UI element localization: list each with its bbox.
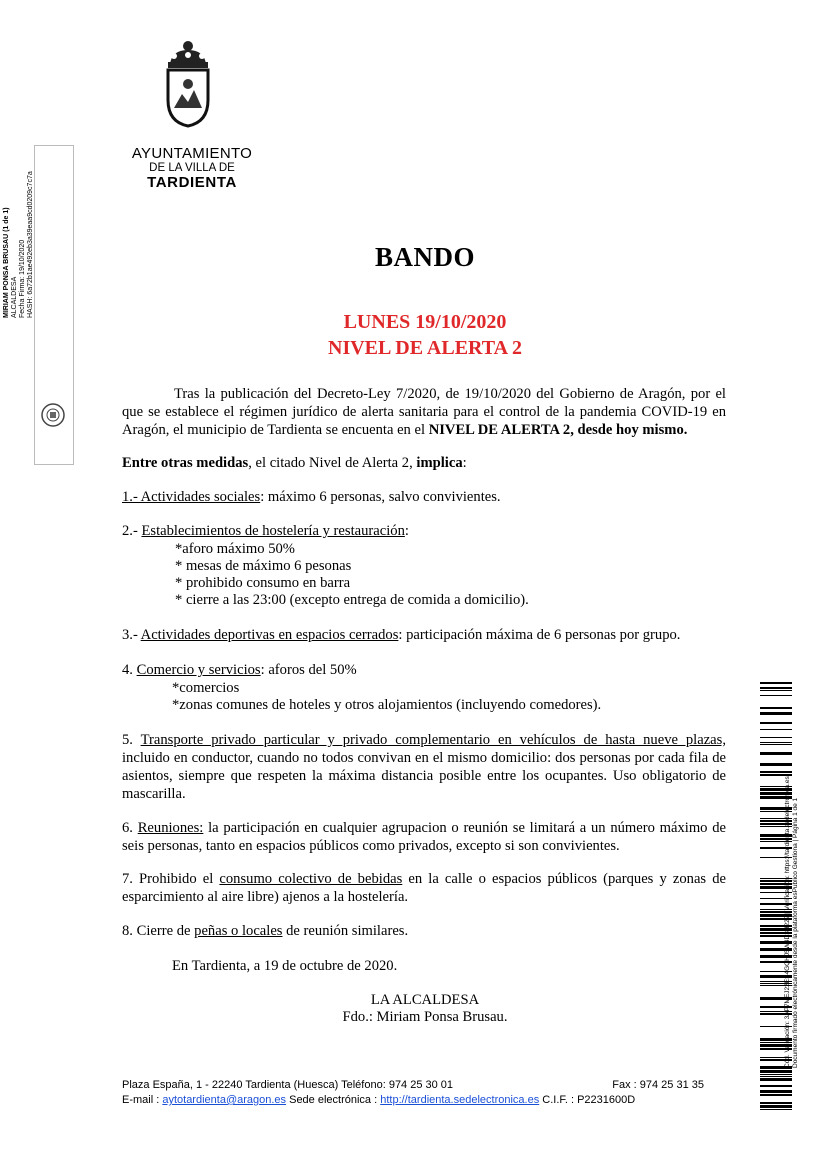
measure-5-label: Transporte privado particular y privado complementario en vehículos de hasta nueve plazas,: [140, 732, 726, 748]
measure-8-prefix: 8. Cierre de: [122, 923, 195, 939]
footer-sede-label: Sede electrónica :: [286, 1094, 381, 1106]
place-date: En Tardienta, a 19 de octubre de 2020.: [172, 958, 398, 974]
measure-5-number: 5.: [122, 732, 141, 748]
measure-7-label: consumo colectivo de bebidas: [219, 871, 403, 887]
footer: [122, 1078, 712, 1108]
measure-item-7: [122, 870, 726, 906]
validation-line-1: Cód. Validación: 3AP7MEJ22ES4GQHJ5W4D3H222 | Verificación: https://tardienta.sedelectronica.es/: [784, 774, 791, 1068]
footer-email-link[interactable]: aytotardienta@aragon.es: [162, 1094, 287, 1106]
signature-stamp-text: [3, 18, 35, 318]
measure-7-prefix: 7. Prohibido el: [122, 871, 220, 887]
measure-item-1: [122, 488, 726, 506]
measure-item-6: [122, 819, 726, 855]
alert-heading: NIVEL DE ALERTA 2: [328, 337, 522, 359]
measure-2-number: 2.-: [122, 523, 142, 539]
signature-role: ALCALDESA: [11, 276, 18, 318]
validation-line-2: Documento firmado electrónicamente desde la plataforma esPublico Gestiona | Página 1 de 1: [792, 797, 799, 1068]
measure-8-label: peñas o locales: [194, 923, 283, 939]
intro-text: Tras la publicación del Decreto-Ley 7/2020, de 19/10/2020 del Gobierno de Aragón, por el que se establece el régimen jurídico de alerta sanitaria para el control de la pandemia COVID-19 en Aragón, el municipio de Tardienta se encuenta en el: [122, 386, 726, 438]
measures-intro: [122, 454, 726, 472]
signature-role-closing: LA ALCALDESA: [370, 992, 480, 1008]
footer-cif: C.I.F. : P2231600D: [539, 1094, 636, 1106]
validation-text: [784, 768, 800, 1068]
measure-4-text: : aforos del 50%: [260, 662, 357, 678]
measures-bold-2: implica: [416, 455, 463, 471]
measure-2-sub-4: * cierre a las 23:00 (excepto entrega de comida a domicilio).: [175, 592, 529, 608]
footer-fax: Fax : 974 25 31 35: [612, 1079, 704, 1091]
measure-3-label: Actividades deportivas en espacios cerrados: [140, 627, 399, 643]
measure-5-text: incluido en conductor, cuando no todos convivan en el mismo domicilio: dos personas por cada fila de asientos, siempre que respeten la máxima distancia posible entre los ocupantes. Uso obligatorio de mascarilla.: [122, 750, 726, 802]
measures-bold-1: Entre otras medidas: [122, 455, 249, 471]
measure-4-sub-2: *zonas comunes de hoteles y otros alojamientos (incluyendo comedores).: [172, 697, 602, 713]
measure-6-number: 6.: [122, 820, 138, 836]
measure-2-sub-1: *aforo máximo 50%: [175, 541, 295, 557]
measure-2-sub-3: * prohibido consumo en barra: [175, 575, 351, 591]
measure-1-label: 1.- Actividades sociales: [122, 489, 261, 505]
intro-paragraph: [122, 385, 726, 439]
footer-address: Plaza España, 1 - 22240 Tardienta (Huesca) Teléfono: 974 25 30 01: [122, 1079, 454, 1091]
date-heading: LUNES 19/10/2020: [343, 311, 507, 333]
signature-signer: MIRIAM PONSA BRUSAU (1 de 1): [3, 207, 10, 318]
org-name-line1: AYUNTAMIENTO: [131, 145, 253, 162]
organization-header: [122, 145, 262, 191]
measure-6-label: Reuniones:: [137, 820, 204, 836]
measure-6-text: la participación en cualquier agrupacion o reunión se limitará a un número máximo de seis personas, tanto en espacios públicos como privados, excepto si son convivientes.: [122, 820, 726, 854]
measure-4-number: 4.: [122, 662, 137, 678]
measure-2-label: Establecimientos de hostelería y restauración: [141, 523, 405, 539]
org-name-line3: TARDIENTA: [147, 174, 237, 191]
measures-end: :: [462, 455, 467, 471]
signature-name-closing: Fdo.: Miriam Ponsa Brusau.: [342, 1009, 508, 1025]
measure-8-text: de reunión similares.: [282, 923, 409, 939]
measure-1-text: : máximo 6 personas, salvo convivientes.: [260, 489, 501, 505]
org-name-line2: DE LA VILLA DE: [149, 162, 235, 174]
footer-sede-link[interactable]: http://tardienta.sedelectronica.es: [380, 1094, 540, 1106]
signature-hash: HASH: 6a72b1ae492eb3a39eaa9cd0209c7c7a: [27, 171, 34, 318]
measure-item-4: [122, 661, 726, 679]
measure-4-sub-1: *comercios: [172, 680, 240, 696]
town-crest-icon: [162, 38, 214, 128]
stamp-seal-icon: [40, 402, 66, 428]
measure-7-text: en la calle o espacios públicos (parques y zonas de esparcimiento al aire libre) ajenos a la hostelería.: [122, 871, 726, 905]
measure-2-colon: :: [404, 523, 409, 539]
measure-item-8: [122, 922, 726, 940]
measures-mid: , el citado Nivel de Alerta 2,: [248, 455, 417, 471]
measure-3-text: : participación máxima de 6 personas por grupo.: [398, 627, 681, 643]
intro-bold-text: NIVEL DE ALERTA 2, desde hoy mismo.: [428, 422, 688, 438]
measure-item-5: [122, 731, 726, 803]
document-title: BANDO: [374, 242, 475, 272]
measure-4-label: Comercio y servicios: [136, 662, 261, 678]
measure-item-2: [122, 522, 726, 540]
measure-item-3: [122, 626, 726, 644]
measure-3-number: 3.-: [122, 627, 141, 643]
footer-email-label: E-mail :: [122, 1094, 163, 1106]
signature-date: Fecha Firma: 19/10/2020: [19, 239, 26, 318]
measure-2-sub-2: * mesas de máximo 6 pesonas: [175, 558, 352, 574]
